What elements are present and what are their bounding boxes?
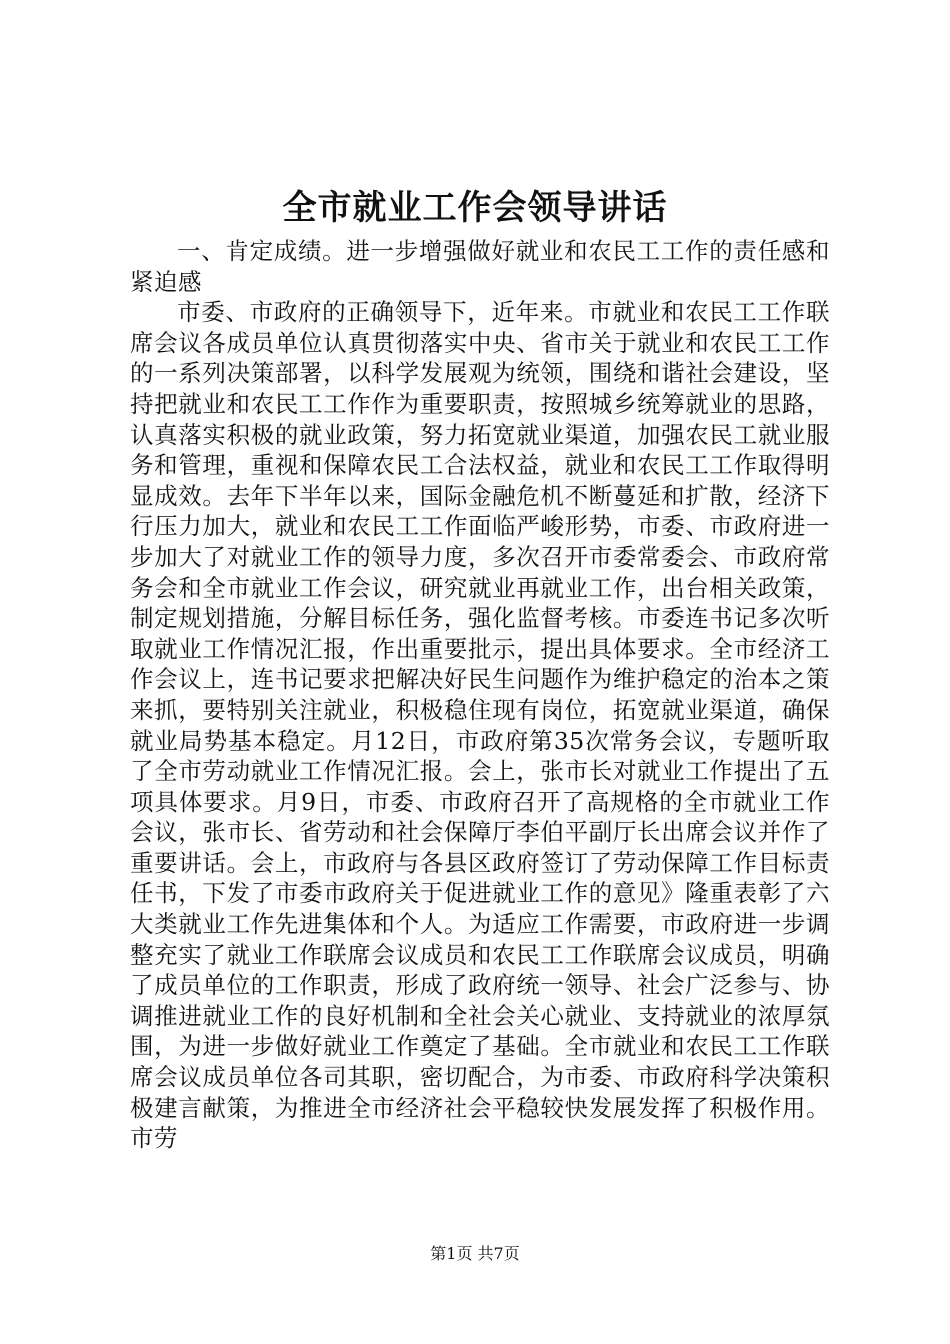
document-title: 全市就业工作会领导讲话 bbox=[282, 188, 668, 228]
paragraph-heading: 一、肯定成绩。进一步增强做好就业和农民工工作的责任感和紧迫感 bbox=[130, 237, 830, 296]
page-number-footer: 第1页 共7页 bbox=[430, 1244, 520, 1263]
paragraph-body: 市委、市政府的正确领导下，近年来。市就业和农民工工作联席会议各成员单位认真贯彻落实中央、省市关于就业和农民工工作的一系列决策部署，以科学发展观为统领，围绕和谐社会建设，坚持把就业和农民工工作作为重要职责，按照城乡统筹就业的思路，认真落实积极的就业政策，努力拓宽就业渠道，加强农民工就业服务和管理，重视和保障农民工合法权益，就业和农民工工作取得明显成效。去年下半年以来，国际金融危机不断蔓延和扩散，经济下行压力加大，就业和农民工工作面临严峻形势，市委、市政府进一步加大了对就业工作的领导力度，多次召开市委常委会、市政府常务会和全市就业工作会议，研究就业再就业工作，出台相关政策，制定规划措施，分解目标任务，强化监督考核。市委连书记多次听取就业工作情况汇报，作出重要批示，提出具体要求。全市经济工作会议上，连书记要求把解决好民生问题作为维护稳定的治本之策来抓，要特别关注就业，积极稳住现有岗位，拓宽就业渠道，确保就业局势基本稳定。月12日，市政府第35次常务会议，专题听取了全市劳动就业工作情况汇报。会上，张市长对就业工作提出了五项具体要求。月9日，市委、市政府召开了高规格的全市就业工作会议，张市长、省劳动和社会保障厅李伯平副厅长出席会议并作了重要讲话。会上，市政府与各县区政府签订了劳动保障工作目标责任书，下发了市委市政府关于促进就业工作的意见》隆重表彰了六大类就业工作先进集体和个人。为适应工作需要，市政府进一步调整充实了就业工作联席会议成员和农民工工作联席会议成员，明确了成员单位的工作职责，形成了政府统一领导、社会广泛参与、协调推进就业工作的良好机制和全社会关心就业、支持就业的浓厚氛围，为进一步做好就业工作奠定了基础。全市就业和农民工工作联席会议成员单位各司其职，密切配合，为市委、市政府科学决策积极建言献策，为推进全市经济社会平稳较快发展发挥了积极作用。市劳 bbox=[130, 298, 830, 1153]
document-body bbox=[130, 236, 830, 1154]
